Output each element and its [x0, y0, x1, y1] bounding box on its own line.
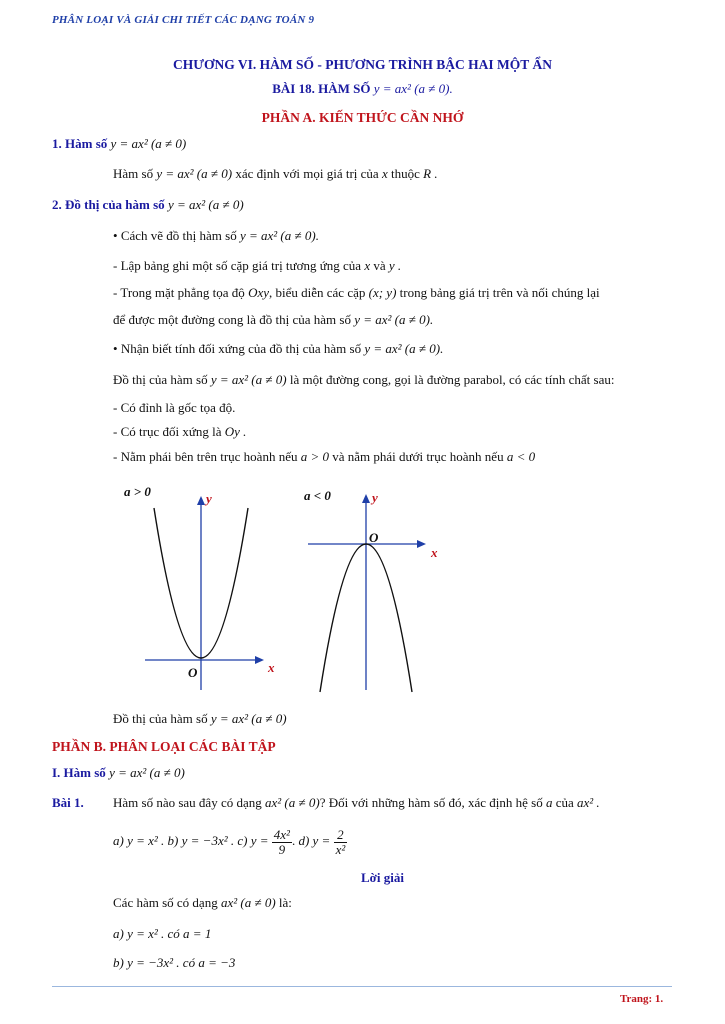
section-1-title: 1. Hàm số [52, 136, 108, 151]
formula-span: y = ax² (a ≠ 0). [364, 341, 444, 356]
var-span: Oy . [224, 424, 247, 439]
graph-description [113, 372, 614, 388]
formula-span: y = ax² (a ≠ 0) [156, 166, 233, 181]
text-span: thuộc [390, 166, 420, 181]
graph-1-y-arrow [197, 496, 205, 505]
text-span: là một đường cong, gọi là đường parabol, có các tính chất sau: [289, 372, 615, 387]
section-2-formula: y = ax² (a ≠ 0) [167, 197, 244, 212]
text-span: - Có trục đối xứng là [113, 424, 222, 439]
graph-2-condition: a < 0 [304, 488, 331, 503]
section-I-title: I. Hàm số [52, 765, 106, 780]
graph-2-x-label: x [431, 545, 438, 560]
formula-span: y = ax² (a ≠ 0). [239, 228, 319, 243]
fraction-numerator: 4x² [273, 826, 290, 842]
exercise-1-options [113, 826, 347, 857]
graph-2-y-arrow [362, 494, 370, 503]
var-span: (x; y) [368, 285, 397, 300]
part-b-title: PHẦN B. PHÂN LOẠI CÁC BÀI TẬP [52, 739, 276, 754]
text-span: Nhận biết tính đối xứng của đồ thị của hàm số [120, 341, 362, 356]
graph-caption [113, 711, 287, 727]
formula-span: ax² (a ≠ 0) [265, 795, 320, 810]
graph-2-y-label: y [372, 490, 378, 505]
formula-span: y = ax² (a ≠ 0). [354, 312, 434, 327]
lesson-formula: y = ax² (a ≠ 0). [373, 81, 453, 96]
property-2 [113, 424, 246, 440]
var-span: Oxy [248, 285, 269, 300]
bullet-dot: • [113, 228, 118, 243]
option-d: d) y = [298, 833, 331, 848]
chapter-title: CHƯƠNG VI. HÀM SỐ - PHƯƠNG TRÌNH BẬC HAI MỘT ẨN [173, 57, 552, 72]
property-3 [113, 449, 535, 465]
text-span: Các hàm số có dạng [113, 895, 218, 910]
bullet-2 [113, 341, 443, 357]
graph-1-x-arrow [255, 656, 264, 664]
line-table [113, 258, 401, 274]
formula-span: y = ax² (a ≠ 0) [210, 711, 287, 726]
option-a: a) y = x² . [113, 833, 165, 848]
footer-divider [52, 986, 672, 987]
solution-a: a) y = x² . có a = 1 [113, 926, 212, 941]
formula-span: y = ax² (a ≠ 0) [210, 372, 287, 387]
section-2-title: 2. Đồ thị của hàm số [52, 197, 165, 212]
fraction-denominator: x² [335, 841, 346, 857]
parabola-graphs [110, 478, 450, 698]
running-header: PHÂN LOẠI VÀ GIẢI CHI TIẾT CÁC DẠNG TOÁN 9 [52, 14, 315, 26]
text-span: xác định với mọi giá trị của [235, 166, 379, 181]
graph-2-origin: O [369, 530, 379, 545]
text-span: - Trong mặt phẳng tọa độ [113, 285, 245, 300]
text-span: Hàm số nào sau đây có dạng [113, 795, 262, 810]
var-span: a > 0 [300, 449, 329, 464]
graph-1-x-label: x [268, 660, 275, 675]
bullet-dot: • [113, 341, 118, 356]
fraction-denominator: 9 [278, 841, 286, 857]
solution-b: b) y = −3x² . có a = −3 [113, 955, 236, 970]
text-span: Cách vẽ đồ thị hàm số [120, 228, 237, 243]
lesson-prefix: BÀI 18. HÀM SỐ [272, 81, 371, 96]
bullet-1 [113, 228, 319, 244]
page-number: Trang: 1. [620, 993, 664, 1005]
text-span: , biểu diễn các cặp [269, 285, 366, 300]
exercise-1-label [52, 795, 84, 811]
graph-1-y-label: y [206, 491, 212, 506]
section-1-text [113, 166, 438, 182]
var-span: x [381, 166, 388, 181]
formula-span: ax² (a ≠ 0) [220, 895, 276, 910]
text-span: - Lập bảng ghi một số cặp giá trị tương ứng của [113, 258, 362, 273]
part-a-title: PHẦN A. KIẾN THỨC CẦN NHỚ [261, 110, 464, 125]
text-span: của [555, 795, 574, 810]
graph-1-condition: a > 0 [124, 484, 151, 499]
var-span: a [545, 795, 553, 810]
text-span: Đồ thị của hàm số [113, 711, 208, 726]
var-span: y . [388, 258, 402, 273]
var-span: x [364, 258, 371, 273]
option-b: b) y = −3x² . [167, 833, 235, 848]
graph-1-origin: O [188, 665, 198, 680]
section-1-formula: y = ax² (a ≠ 0) [110, 136, 187, 151]
text-span: - Nằm phái bên trên trục hoành nếu [113, 449, 298, 464]
text-span: trong bảng giá trị trên và nối chúng lại [399, 285, 600, 300]
text-span: và nằm phái dưới trục hoành nếu [332, 449, 504, 464]
text-span: ? Đối với những hàm số đó, xác định hệ số [319, 795, 543, 810]
solution-title: Lời giải [361, 870, 404, 885]
exercise-1-question [113, 795, 600, 811]
section-1-heading [52, 136, 186, 152]
line-plane-2 [113, 312, 433, 328]
lesson-title [0, 81, 725, 97]
option-c: c) y = [237, 833, 269, 848]
exercise-label: Bài 1. [52, 795, 84, 810]
text-span: và [373, 258, 386, 273]
text-span: Hàm số [113, 166, 154, 181]
text-span: . [291, 833, 296, 848]
section-I-heading [52, 765, 185, 781]
var-span: ax² . [577, 795, 600, 810]
option-c-fraction [272, 828, 292, 857]
option-d-fraction [334, 828, 348, 857]
text-span: là: [278, 895, 292, 910]
var-span: R . [423, 166, 438, 181]
var-span: a < 0 [506, 449, 536, 464]
graph-2-x-arrow [417, 540, 426, 548]
fraction-numerator: 2 [334, 828, 348, 843]
property-1: - Có đỉnh là gốc tọa độ. [113, 400, 236, 415]
line-plane [113, 285, 600, 301]
section-2-heading [52, 197, 244, 213]
section-I-formula: y = ax² (a ≠ 0) [109, 765, 185, 780]
text-span: để được một đường cong là đồ thị của hàm số [113, 312, 351, 327]
text-span: Đồ thị của hàm số [113, 372, 208, 387]
solution-intro [113, 895, 292, 911]
